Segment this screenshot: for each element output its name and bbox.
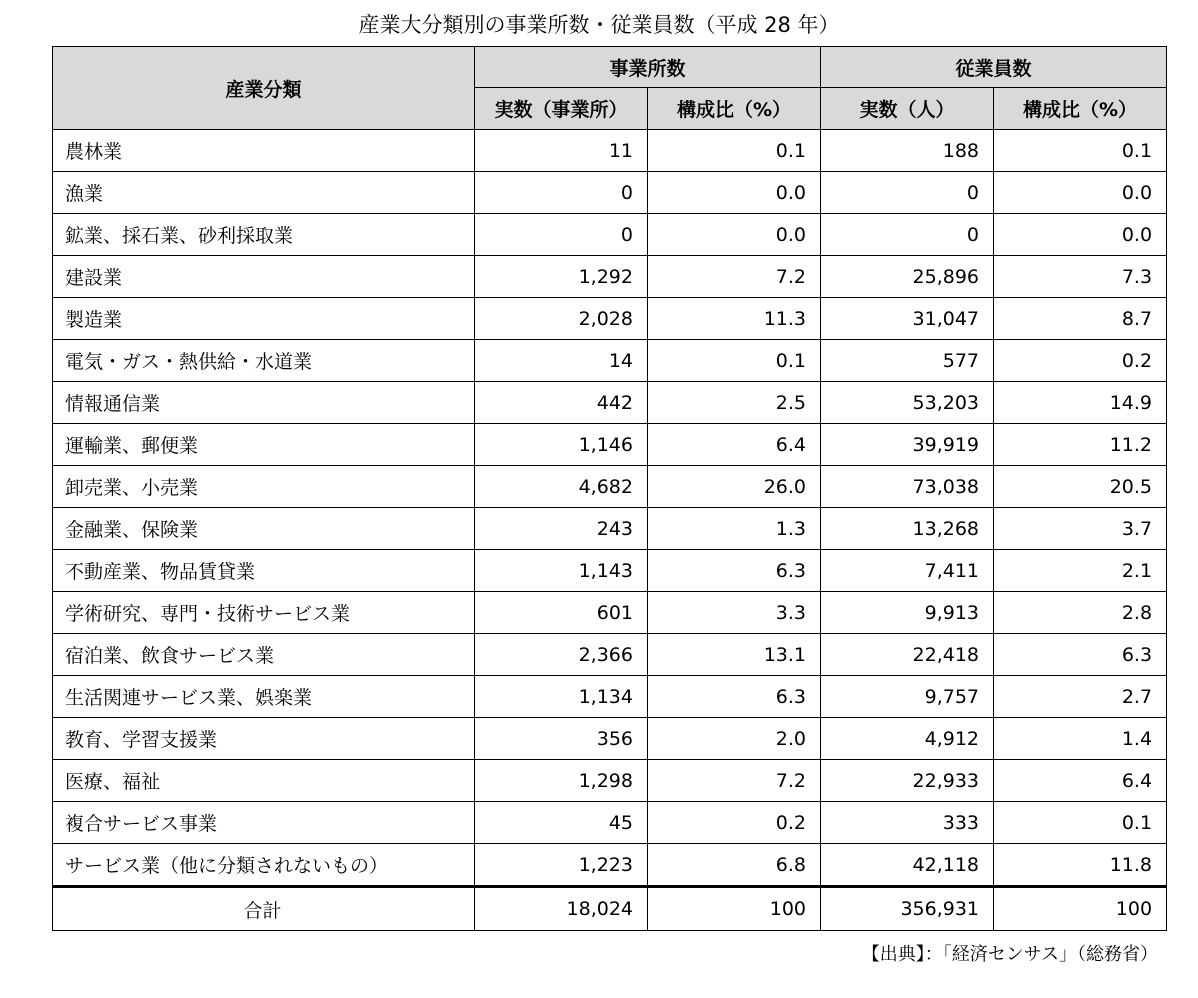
table-row — [53, 298, 1167, 340]
row-emp-count: 22,933 — [821, 760, 994, 802]
row-emp-count: 333 — [821, 802, 994, 844]
row-industry-name: 医療、福祉 — [53, 760, 475, 802]
total-emp-count: 356,931 — [821, 887, 994, 931]
row-emp-ratio: 6.4 — [994, 760, 1167, 802]
table-row — [53, 424, 1167, 466]
table-row — [53, 718, 1167, 760]
row-industry-name: 宿泊業、飲食サービス業 — [53, 634, 475, 676]
row-emp-count: 9,913 — [821, 592, 994, 634]
row-industry-name: 建設業 — [53, 256, 475, 298]
row-industry-name: 製造業 — [53, 298, 475, 340]
row-est-ratio: 6.4 — [648, 424, 821, 466]
row-emp-count: 0 — [821, 172, 994, 214]
row-est-count: 356 — [475, 718, 648, 760]
header-est-ratio: 構成比（%） — [648, 88, 821, 130]
row-est-count: 1,143 — [475, 550, 648, 592]
row-emp-count: 73,038 — [821, 466, 994, 508]
table-row — [53, 130, 1167, 172]
row-industry-name: 金融業、保険業 — [53, 508, 475, 550]
row-emp-ratio: 14.9 — [994, 382, 1167, 424]
row-est-ratio: 0.0 — [648, 172, 821, 214]
table-row — [53, 802, 1167, 844]
row-est-count: 0 — [475, 172, 648, 214]
row-emp-count: 53,203 — [821, 382, 994, 424]
row-est-count: 243 — [475, 508, 648, 550]
header-establishments: 事業所数 — [475, 47, 821, 88]
table-row — [53, 676, 1167, 718]
table-title: 産業大分類別の事業所数・従業員数（平成 28 年） — [358, 13, 840, 37]
row-est-ratio: 11.3 — [648, 298, 821, 340]
row-est-count: 14 — [475, 340, 648, 382]
industry-stats-table — [52, 46, 1167, 931]
header-emp-ratio: 構成比（%） — [994, 88, 1167, 130]
row-emp-count: 7,411 — [821, 550, 994, 592]
table-body — [53, 130, 1167, 887]
row-est-count: 1,134 — [475, 676, 648, 718]
row-est-count: 0 — [475, 214, 648, 256]
row-est-ratio: 0.2 — [648, 802, 821, 844]
row-emp-ratio: 0.1 — [994, 130, 1167, 172]
row-emp-count: 42,118 — [821, 844, 994, 887]
row-emp-count: 25,896 — [821, 256, 994, 298]
row-est-count: 4,682 — [475, 466, 648, 508]
row-industry-name: 電気・ガス・熱供給・水道業 — [53, 340, 475, 382]
row-est-count: 45 — [475, 802, 648, 844]
row-industry-name: 漁業 — [53, 172, 475, 214]
row-est-ratio: 7.2 — [648, 760, 821, 802]
row-emp-count: 4,912 — [821, 718, 994, 760]
row-est-ratio: 7.2 — [648, 256, 821, 298]
row-emp-ratio: 11.8 — [994, 844, 1167, 887]
row-est-count: 11 — [475, 130, 648, 172]
header-employees: 従業員数 — [821, 47, 1167, 88]
row-industry-name: 卸売業、小売業 — [53, 466, 475, 508]
header-category: 産業分類 — [53, 47, 475, 130]
row-emp-count: 577 — [821, 340, 994, 382]
row-emp-ratio: 11.2 — [994, 424, 1167, 466]
row-est-ratio: 6.3 — [648, 550, 821, 592]
table-row — [53, 382, 1167, 424]
total-est-count: 18,024 — [475, 887, 648, 931]
row-emp-ratio: 3.7 — [994, 508, 1167, 550]
total-emp-ratio: 100 — [994, 887, 1167, 931]
row-est-count: 1,146 — [475, 424, 648, 466]
row-est-ratio: 6.8 — [648, 844, 821, 887]
row-industry-name: 教育、学習支援業 — [53, 718, 475, 760]
row-emp-count: 31,047 — [821, 298, 994, 340]
row-emp-ratio: 2.7 — [994, 676, 1167, 718]
row-emp-ratio: 2.1 — [994, 550, 1167, 592]
total-label: 合計 — [53, 887, 475, 931]
row-est-count: 601 — [475, 592, 648, 634]
table-row — [53, 634, 1167, 676]
row-emp-count: 9,757 — [821, 676, 994, 718]
row-est-ratio: 26.0 — [648, 466, 821, 508]
row-est-ratio: 1.3 — [648, 508, 821, 550]
table-row — [53, 256, 1167, 298]
row-emp-ratio: 20.5 — [994, 466, 1167, 508]
table-row — [53, 550, 1167, 592]
row-emp-ratio: 1.4 — [994, 718, 1167, 760]
row-est-ratio: 2.0 — [648, 718, 821, 760]
table-row — [53, 844, 1167, 887]
table-row — [53, 592, 1167, 634]
row-industry-name: 生活関連サービス業、娯楽業 — [53, 676, 475, 718]
row-est-ratio: 13.1 — [648, 634, 821, 676]
row-emp-ratio: 2.8 — [994, 592, 1167, 634]
row-emp-ratio: 0.0 — [994, 172, 1167, 214]
row-est-count: 1,292 — [475, 256, 648, 298]
row-emp-ratio: 6.3 — [994, 634, 1167, 676]
row-est-count: 1,298 — [475, 760, 648, 802]
row-emp-count: 188 — [821, 130, 994, 172]
total-row — [53, 887, 1167, 931]
row-industry-name: サービス業（他に分類されないもの） — [53, 844, 475, 887]
source-note: 【出典】：「経済センサス」（総務省） — [861, 944, 1158, 965]
header-emp-count: 実数（人） — [821, 88, 994, 130]
table-row — [53, 340, 1167, 382]
row-est-ratio: 6.3 — [648, 676, 821, 718]
table-row — [53, 172, 1167, 214]
row-est-ratio: 0.0 — [648, 214, 821, 256]
table-row — [53, 508, 1167, 550]
row-est-ratio: 0.1 — [648, 340, 821, 382]
row-emp-count: 39,919 — [821, 424, 994, 466]
row-industry-name: 農林業 — [53, 130, 475, 172]
row-est-count: 442 — [475, 382, 648, 424]
row-industry-name: 不動産業、物品賃貸業 — [53, 550, 475, 592]
table-row — [53, 760, 1167, 802]
row-emp-ratio: 7.3 — [994, 256, 1167, 298]
row-industry-name: 情報通信業 — [53, 382, 475, 424]
row-emp-ratio: 8.7 — [994, 298, 1167, 340]
row-emp-count: 13,268 — [821, 508, 994, 550]
row-est-count: 2,366 — [475, 634, 648, 676]
row-est-ratio: 2.5 — [648, 382, 821, 424]
total-est-ratio: 100 — [648, 887, 821, 931]
row-industry-name: 複合サービス事業 — [53, 802, 475, 844]
row-industry-name: 学術研究、専門・技術サービス業 — [53, 592, 475, 634]
row-industry-name: 運輸業、郵便業 — [53, 424, 475, 466]
header-est-count: 実数（事業所） — [475, 88, 648, 130]
row-emp-count: 22,418 — [821, 634, 994, 676]
row-est-ratio: 0.1 — [648, 130, 821, 172]
row-industry-name: 鉱業、採石業、砂利採取業 — [53, 214, 475, 256]
row-emp-ratio: 0.0 — [994, 214, 1167, 256]
row-emp-ratio: 0.2 — [994, 340, 1167, 382]
row-est-ratio: 3.3 — [648, 592, 821, 634]
row-est-count: 2,028 — [475, 298, 648, 340]
table-row — [53, 466, 1167, 508]
table-row — [53, 214, 1167, 256]
row-emp-ratio: 0.1 — [994, 802, 1167, 844]
row-est-count: 1,223 — [475, 844, 648, 887]
row-emp-count: 0 — [821, 214, 994, 256]
